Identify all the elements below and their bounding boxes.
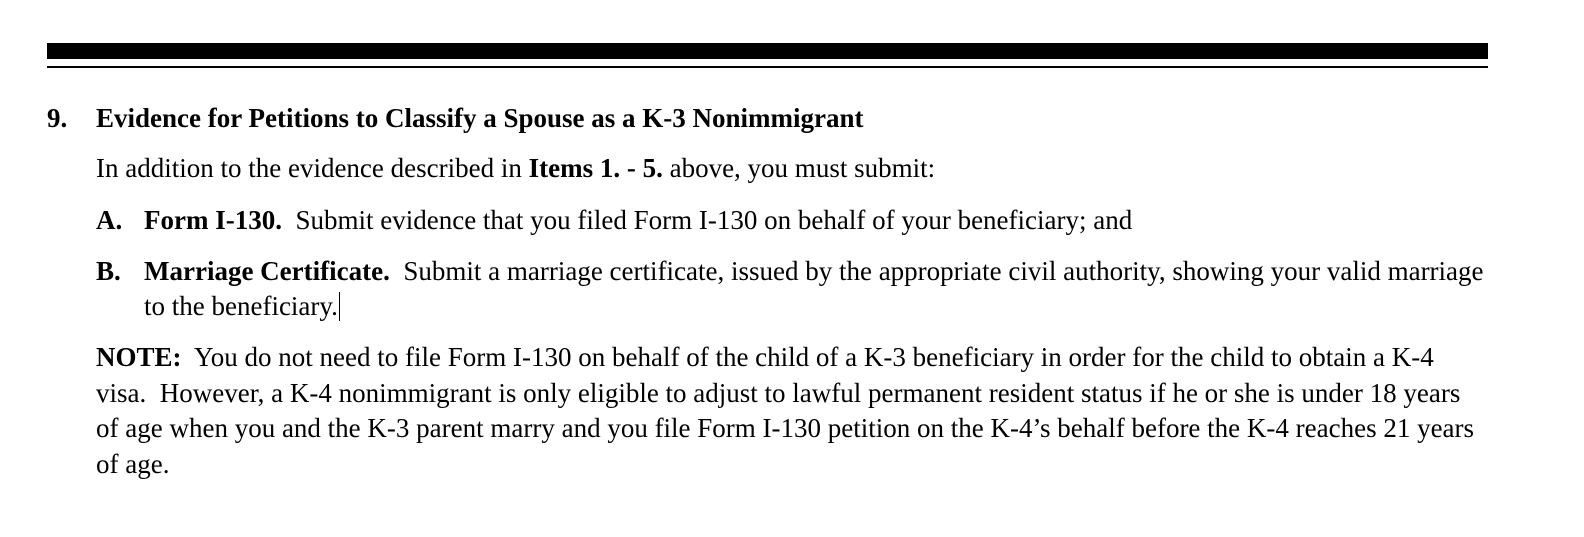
section-title: Evidence for Petitions to Classify a Spouse as a K-3 Nonimmigrant: [96, 103, 864, 133]
section-number: 9.: [47, 103, 68, 133]
item-a-letter: A.: [96, 205, 123, 235]
text-cursor: [339, 292, 340, 321]
item-b-body: [144, 254, 1489, 324]
item-a-body: [144, 203, 1489, 238]
header-thin-rule: [47, 66, 1488, 68]
note-label: NOTE:: [96, 342, 182, 372]
item-b-text: Submit a marriage certificate, issued by the appropriate civil authority, showing your valid marriage to the beneficiary.: [144, 256, 1491, 321]
header-thick-rule: [47, 43, 1488, 59]
note-text: You do not need to file Form I-130 on behalf of the child of a K-3 beneficiary in order for the child to obtain a K-4 visa. However, a K-4 nonimmigrant is only eligible to adjust to lawful permanent resident status if he or she is under 18 years of age when you and the K-3 parent marry and you file Form I-130 petition on the K-4’s behalf before the K-4 reaches 21 years of age.: [96, 342, 1481, 479]
section-intro: [96, 151, 935, 186]
intro-items-reference: Items 1. - 5.: [528, 153, 663, 183]
item-b-heading: Marriage Certificate.: [144, 256, 390, 286]
intro-text-before: In addition to the evidence described in: [96, 153, 529, 183]
item-a-text: Submit evidence that you filed Form I-130 on behalf of your beneficiary; and: [281, 205, 1133, 235]
note-paragraph: [96, 340, 1480, 482]
intro-text-after: above, you must submit:: [662, 153, 936, 183]
item-b-letter: B.: [96, 256, 121, 286]
item-a-heading: Form I-130.: [144, 205, 282, 235]
